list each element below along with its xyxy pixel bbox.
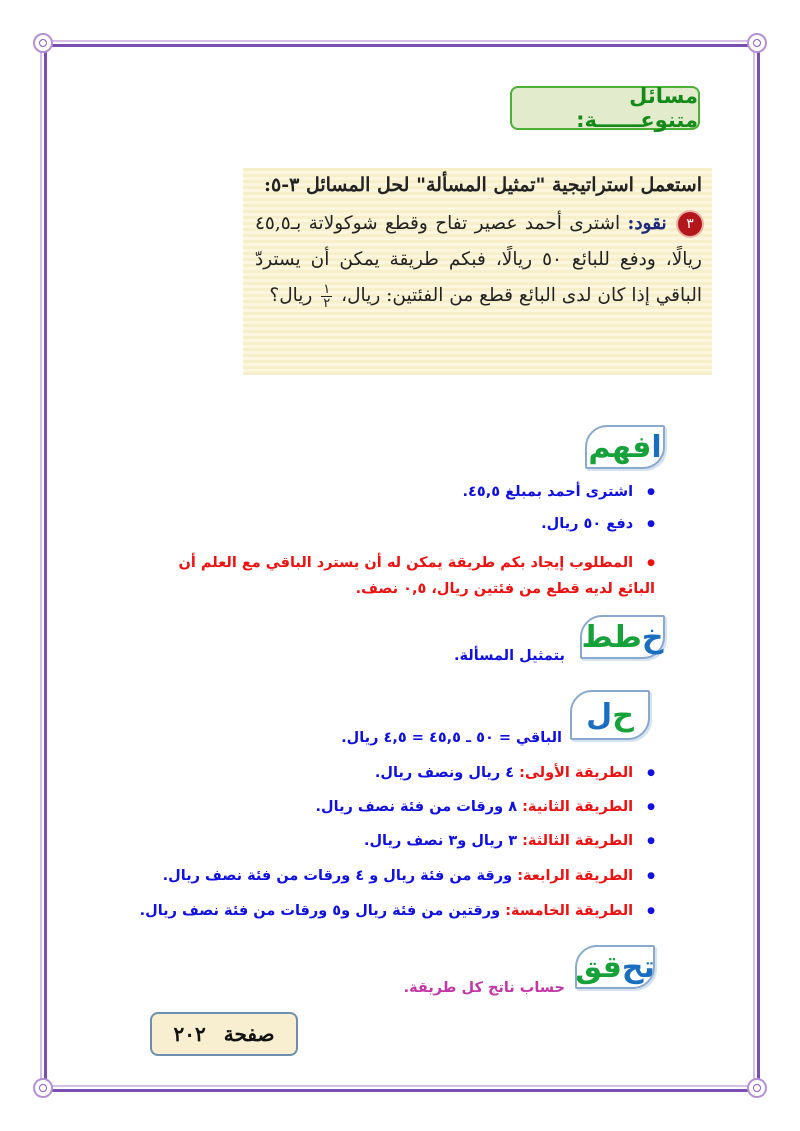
heading-part: قق: [575, 949, 622, 985]
corner-ornament-icon: [33, 1078, 53, 1098]
method-text: ورقة من فئة ريال و ٤ ورقات من فئة نصف ريال.: [162, 868, 513, 884]
section-title: مسائل متنوعــــــة:: [510, 86, 700, 130]
heading-part: خ: [641, 619, 664, 655]
method-label: الطريقة الخامسة:: [505, 903, 634, 919]
method-item: [163, 868, 655, 884]
method-item: [316, 799, 655, 815]
frame-bottom: [50, 1085, 750, 1092]
method-text: ورقتين من فئة ريال و٥ ورقات من فئة نصف ريال.: [139, 903, 501, 919]
problem-label: نقود:: [627, 213, 667, 234]
instruction: استعمل استراتيجية "تمثيل المسألة" لحل المسائل ٣-٥:: [263, 174, 702, 196]
plan-heading: [580, 615, 665, 659]
fraction-denominator: ٢: [323, 295, 331, 311]
check-heading: [575, 945, 655, 989]
page-label: صفحة: [223, 1022, 275, 1046]
frame-left: [40, 50, 47, 1085]
heading-part: ح: [612, 697, 634, 733]
problem-text: [255, 206, 702, 314]
method-label: الطريقة الرابعة:: [517, 868, 634, 884]
method-label: الطريقة الثانية:: [522, 799, 634, 815]
method-item: [375, 765, 655, 781]
understand-item: ● دفع ٥٠ ريال.: [541, 516, 655, 532]
method-item: [364, 833, 655, 849]
fraction-numerator: ١: [323, 281, 331, 297]
corner-ornament-icon: [747, 1078, 767, 1098]
frame-right: [753, 50, 760, 1085]
method-label: الطريقة الأولى:: [519, 765, 634, 781]
remainder-equation: الباقي = ٥٠ ـ ٤٥,٥ = ٤,٥ ريال.: [341, 730, 562, 746]
understand-item: ● اشترى أحمد بمبلغ ٤٥,٥.: [463, 484, 655, 500]
problem-text-part1: اشترى أحمد عصير تفاح وقطع شوكولاتة بـ٤٥,٥ ريالًا، ودفع للبائع ٥٠ ريالًا، فبكم طريقة يمكن أن يستردّ الباقي إذا كان لدى البائع قطع من الفئتين: ريال،: [255, 213, 702, 306]
method-label: الطريقة الثالثة:: [522, 833, 634, 849]
heading-part: فهم: [588, 429, 652, 465]
page-number-box: [150, 1012, 298, 1056]
page-number: ٢٠٢: [173, 1022, 206, 1046]
heading-part: ا: [651, 429, 662, 465]
heading-part: تح: [621, 949, 655, 985]
method-text: ٣ ريال و٣ نصف ريال.: [363, 833, 518, 849]
understand-required: ● المطلوب إيجاد بكم طريقة يمكن له أن يسترد الباقي مع العلم أن البائع لديه قطع من فئتين ريال، ٠,٥ نصف.: [145, 550, 655, 602]
problem-text-part2: ريال؟: [269, 285, 313, 306]
method-item: [140, 903, 655, 919]
plan-text: بتمثيل المسألة.: [454, 648, 565, 664]
method-text: ٨ ورقات من فئة نصف ريال.: [315, 799, 518, 815]
solve-heading: [570, 690, 650, 740]
understand-heading: [585, 425, 665, 469]
method-text: ٤ ريال ونصف ريال.: [374, 765, 515, 781]
corner-ornament-icon: [747, 33, 767, 53]
fraction-half: [321, 283, 332, 310]
problem-number-badge: ٣: [678, 212, 702, 236]
check-text: حساب ناتج كل طريقة.: [403, 980, 565, 996]
heading-part: طط: [581, 619, 642, 655]
frame-top: [50, 40, 750, 47]
corner-ornament-icon: [33, 33, 53, 53]
heading-part: ل: [586, 697, 613, 733]
problem-box: [243, 168, 712, 375]
